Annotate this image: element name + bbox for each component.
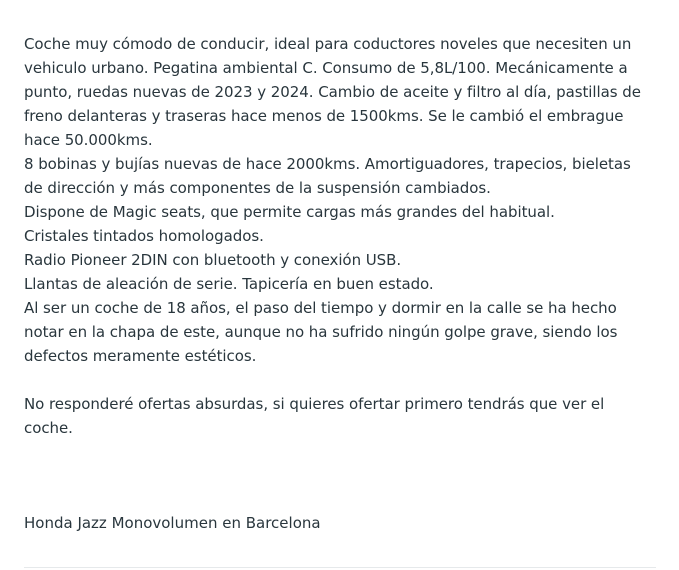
paragraph-gap — [24, 368, 656, 392]
description-line: hace 50.000kms. — [24, 131, 153, 149]
listing-location-text: Honda Jazz Monovolumen en Barcelona — [24, 514, 321, 532]
description-line: punto, ruedas nuevas de 2023 y 2024. Cambio de aceite y filtro al día, pastillas de — [24, 83, 641, 101]
listing-description — [24, 32, 656, 440]
section-divider — [24, 567, 656, 568]
description-line: Llantas de aleación de serie. Tapicería en buen estado. — [24, 275, 434, 293]
description-line: Al ser un coche de 18 años, el paso del tiempo y dormir en la calle se ha hecho — [24, 299, 617, 317]
description-line: de dirección y más componentes de la suspensión cambiados. — [24, 179, 491, 197]
description-line: No responderé ofertas absurdas, si quieres ofertar primero tendrás que ver el — [24, 395, 605, 413]
description-line: defectos meramente estéticos. — [24, 347, 257, 365]
description-line: Coche muy cómodo de conducir, ideal para coductores noveles que necesiten un — [24, 35, 632, 53]
description-line: Radio Pioneer 2DIN con bluetooth y conexión USB. — [24, 251, 402, 269]
description-line: Dispone de Magic seats, que permite cargas más grandes del habitual. — [24, 203, 555, 221]
description-line: notar en la chapa de este, aunque no ha sufrido ningún golpe grave, siendo los — [24, 323, 618, 341]
description-line: coche. — [24, 419, 73, 437]
description-line: 8 bobinas y bujías nuevas de hace 2000kms. Amortiguadores, trapecios, bieletas — [24, 155, 631, 173]
description-line: Cristales tintados homologados. — [24, 227, 264, 245]
description-line: vehiculo urbano. Pegatina ambiental C. Consumo de 5,8L/100. Mecánicamente a — [24, 59, 628, 77]
description-line: freno delanteras y traseras hace menos de 1500kms. Se le cambió el embrague — [24, 107, 624, 125]
